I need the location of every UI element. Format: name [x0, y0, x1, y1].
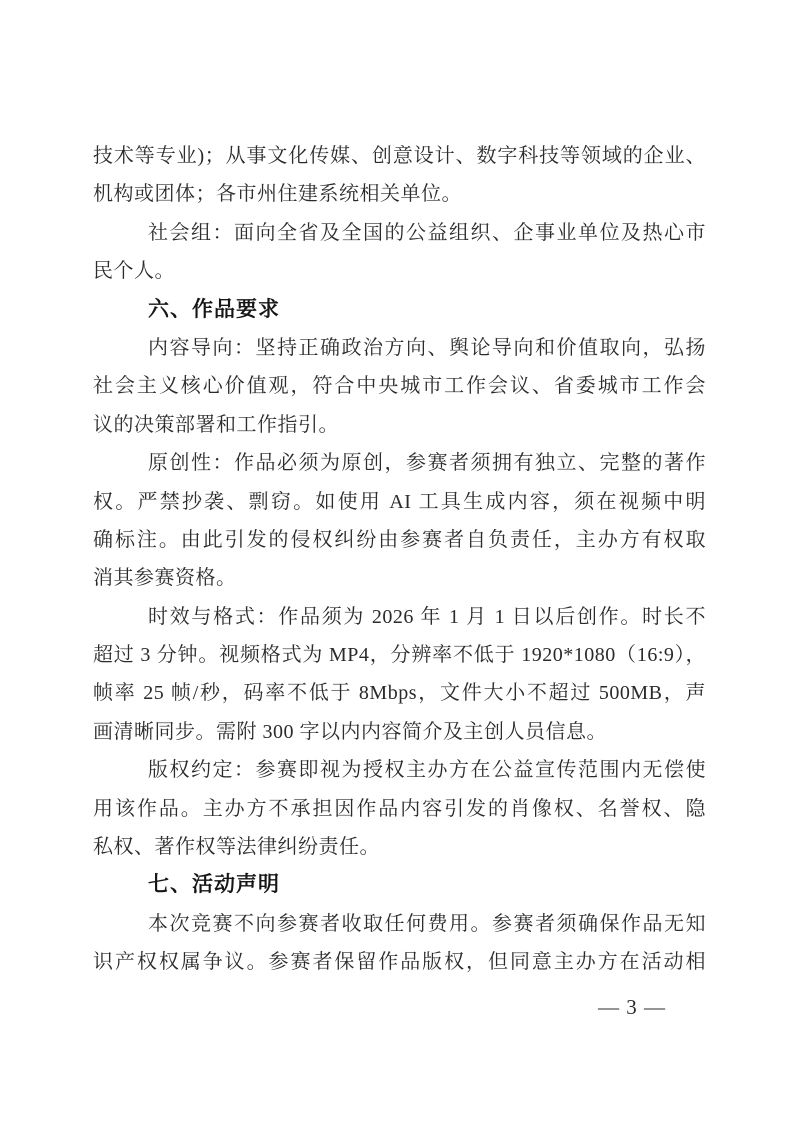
body-line: 超过 3 分钟。视频格式为 MP4，分辨率不低于 1920*1080（16:9）， [93, 644, 706, 667]
body-line: 权。严禁抄袭、剽窃。如使用 AI 工具生成内容，须在视频中明 [93, 490, 706, 513]
body-line: 消其参赛资格。 [93, 567, 237, 590]
body-line: 社会主义核心价值观，符合中央城市工作会议、省委城市工作会 [93, 375, 706, 398]
body-line: 确标注。由此引发的侵权纠纷由参赛者自负责任，主办方有权取 [93, 528, 706, 551]
body-line: 技术等专业)；从事文化传媒、创意设计、数字科技等领域的企业、 [93, 145, 706, 167]
body-line: 识产权权属争议。参赛者保留作品版权，但同意主办方在活动相 [93, 951, 706, 974]
body-line: 版权约定：参赛即视为授权主办方在公益宣传范围内无偿使 [148, 759, 706, 782]
document-body [93, 137, 706, 982]
body-line: 机构或团体；各市州住建系统相关单位。 [93, 183, 462, 206]
body-line: 画清晰同步。需附 300 字以内内容简介及主创人员信息。 [93, 720, 607, 743]
body-line: 议的决策部署和工作指引。 [93, 413, 339, 436]
section-heading-works-requirements: 六、作品要求 [148, 297, 280, 321]
body-line: 原创性：作品必须为原创，参赛者须拥有独立、完整的著作 [148, 452, 706, 475]
body-line: 时效与格式：作品须为 2026 年 1 月 1 日以后创作。时长不 [148, 605, 706, 628]
section-heading-activity-statement: 七、活动声明 [148, 873, 280, 897]
body-line: 本次竞赛不向参赛者收取任何费用。参赛者须确保作品无知 [148, 912, 706, 935]
body-line: 社会组：面向全省及全国的公益组织、企事业单位及热心市 [148, 221, 706, 244]
body-line: 用该作品。主办方不承担因作品内容引发的肖像权、名誉权、隐 [93, 797, 706, 820]
body-line: 民个人。 [93, 260, 175, 283]
page-number: — 3 — [598, 995, 666, 1019]
body-line: 内容导向：坚持正确政治方向、舆论导向和价值取向，弘扬 [148, 336, 706, 359]
body-line: 私权、著作权等法律纠纷责任。 [93, 836, 380, 859]
body-line: 帧率 25 帧/秒，码率不低于 8Mbps，文件大小不超过 500MB，声 [93, 682, 706, 705]
